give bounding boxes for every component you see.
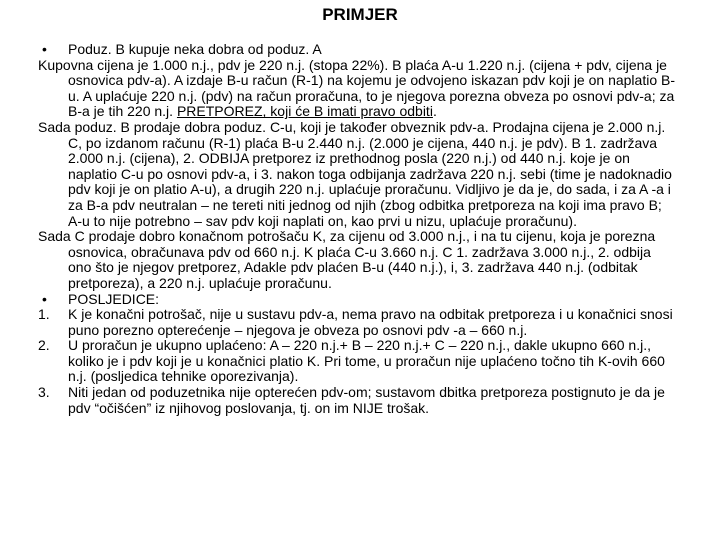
- list-item-text: Niti jedan od poduzetnika nije opterećen pdv-om; sustavom dbitka pretporeza postignuto je da je pdv “očišćen” iz njihovog poslovanja, tj. on im NIJE trošak.: [68, 384, 665, 416]
- paragraph-text: Kupovna cijena je 1.000 n.j., pdv je 220 n.j. (stopa 22%). B plaća A-u 1.220 n.j. (cijena + pdv, cijena je osnovica pdv-a). A izdaje B-u račun (R-1) na kojemu je odvojeno iskazan pdv koji je on naplatio B-u. A uplaćuje 220 n.j. (pdv) na račun proračuna, to je njegova porezna obveza po osnovi pdv-a; za B-a je tih 220 n.j.: [38, 56, 675, 120]
- paragraph-sale-b-to-c: [38, 120, 678, 229]
- slide-title: PRIMJER: [322, 5, 398, 24]
- bullet-paragraph-1: [38, 42, 678, 58]
- paragraph-sale-c-to-k: [38, 229, 678, 291]
- list-number: 1.: [38, 306, 50, 323]
- list-item-text: K je konačni potrošač, nije u sustavu pdv-a, nema pravo na odbitak pretporeza i u konačnici snosi puno porezno opterećenje – njegova je obveza po osnovi pdv -a – 660 n.j.: [68, 306, 673, 338]
- paragraph-text: POSLJEDICE:: [68, 290, 160, 307]
- paragraph-text: Sada poduz. B prodaje dobra poduz. C-u, koji je također obveznik pdv-a. Prodajna cijena je 2.000 n.j. C, po izdanom računu (R-1) plaća B-u 2.440 n.j. (2.000 je cijena, 440 n.j. je pdv). B 1. zadržava 2.000 n.j. (cijena), 2. ODBIJA pretporez iz prethodnog posla (220 n.j.) od 440 n.j. koje je on naplatio C-u po osnovi pdv-a, i 3. nakon toga odbijanja zadržava 220 n.j. sebi (time je nadoknadio pdv koji je on platio A-u), a drugih 220 n.j. uplaćuje proračunu. Vidljivo je da je, do sada, i za A -a i za B-a pdv neutralan – ne tereti niti jednog od njih (zbog odbitka pretporeza na koji ima pravo B; A-u to nije potrebno – sav pdv koji naplati on, kao prvi u nizu, uplaćuje proračunu).: [38, 118, 672, 229]
- underlined-text: PRETPOREZ, koji će B imati pravo odbiti: [176, 103, 433, 120]
- list-item: [38, 338, 678, 385]
- paragraph-text: Poduz. B kupuje neka dobra od poduz. A: [68, 41, 322, 57]
- list-number: 3.: [38, 384, 50, 401]
- bullet-icon: •: [42, 41, 47, 57]
- paragraph-text: Sada C prodaje dobro konačnom potrošaču K, za cijenu od 3.000 n.j., i na tu cijenu, koja je porezna osnovica, obračunava pdv od 660 n.j. K plaća C-u 3.660 n.j. C 1. zadržava 3.000 n.j., 2. odbija ono što je njegov pretporez, Adakle pdv plaćen B-u (440 n.j.), i, 3. zadržava 440 n.j. (odbitak pretporeza), a 220 n.j. uplaćuje proračunu.: [38, 228, 656, 291]
- list-item-text: U proračun je ukupno uplaćeno: A – 220 n.j.+ B – 220 n.j.+ C – 220 n.j., dakle ukupno 660 n.j., koliko je i pdv koji je u konačnici platio K. Pri tome, u proračun nije uplaćeno točno tih K-ovih 660 n.j. (posljedica tehnike oporezivanja).: [68, 337, 665, 385]
- bullet-paragraph-consequences: [38, 292, 678, 308]
- list-number: 2.: [38, 337, 50, 354]
- slide-body: [38, 42, 678, 416]
- paragraph-end: .: [432, 103, 437, 120]
- list-item: [38, 385, 678, 416]
- list-item: [38, 307, 678, 338]
- bullet-icon: •: [42, 290, 47, 307]
- paragraph-purchase: [38, 58, 678, 120]
